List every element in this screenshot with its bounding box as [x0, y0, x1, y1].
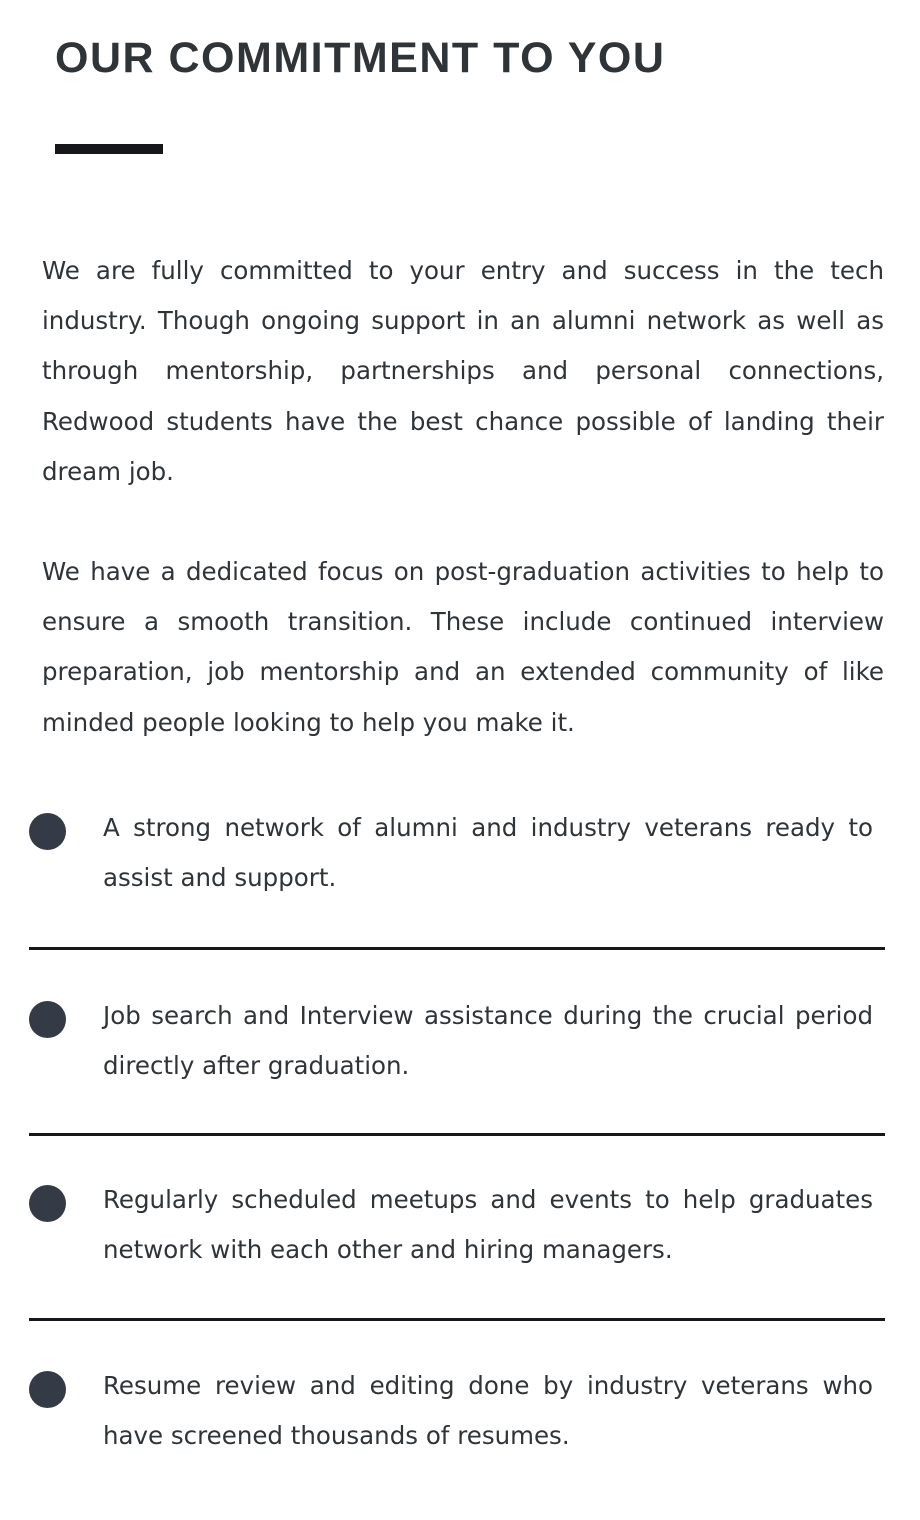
list-item	[29, 1361, 885, 1481]
list-item-text: Regularly scheduled meetups and events to help graduates network with each other and hiring managers.	[103, 1185, 873, 1265]
section-title: OUR COMMITMENT TO YOU	[55, 34, 666, 82]
list-divider	[29, 1133, 885, 1136]
bullet-icon	[29, 1001, 66, 1038]
bullet-icon	[29, 813, 66, 850]
list-item-text: Resume review and editing done by industry veterans who have screened thousands of resumes.	[103, 1371, 873, 1451]
list-item-text: Job search and Interview assistance during the crucial period directly after graduation.	[103, 1001, 873, 1081]
bullet-icon	[29, 1185, 66, 1222]
list-item	[29, 991, 885, 1111]
bullet-icon	[29, 1371, 66, 1408]
list-divider	[29, 947, 885, 950]
list-item-text: A strong network of alumni and industry veterans ready to assist and support.	[103, 813, 873, 893]
focus-paragraph: We have a dedicated focus on post-graduation activities to help to ensure a smooth transition. These include continued interview preparation, job mentorship and an extended community of like minded people looking to help you make it.	[42, 557, 884, 737]
list-divider	[29, 1318, 885, 1321]
list-item	[29, 803, 885, 923]
commitment-list	[29, 0, 885, 1520]
list-item	[29, 1175, 885, 1295]
intro-paragraph: We are fully committed to your entry and success in the tech industry. Though ongoing support in an alumni network as well as through mentorship, partnerships and personal connections, Redwood students have the best chance possible of landing their dream job.	[42, 256, 884, 486]
